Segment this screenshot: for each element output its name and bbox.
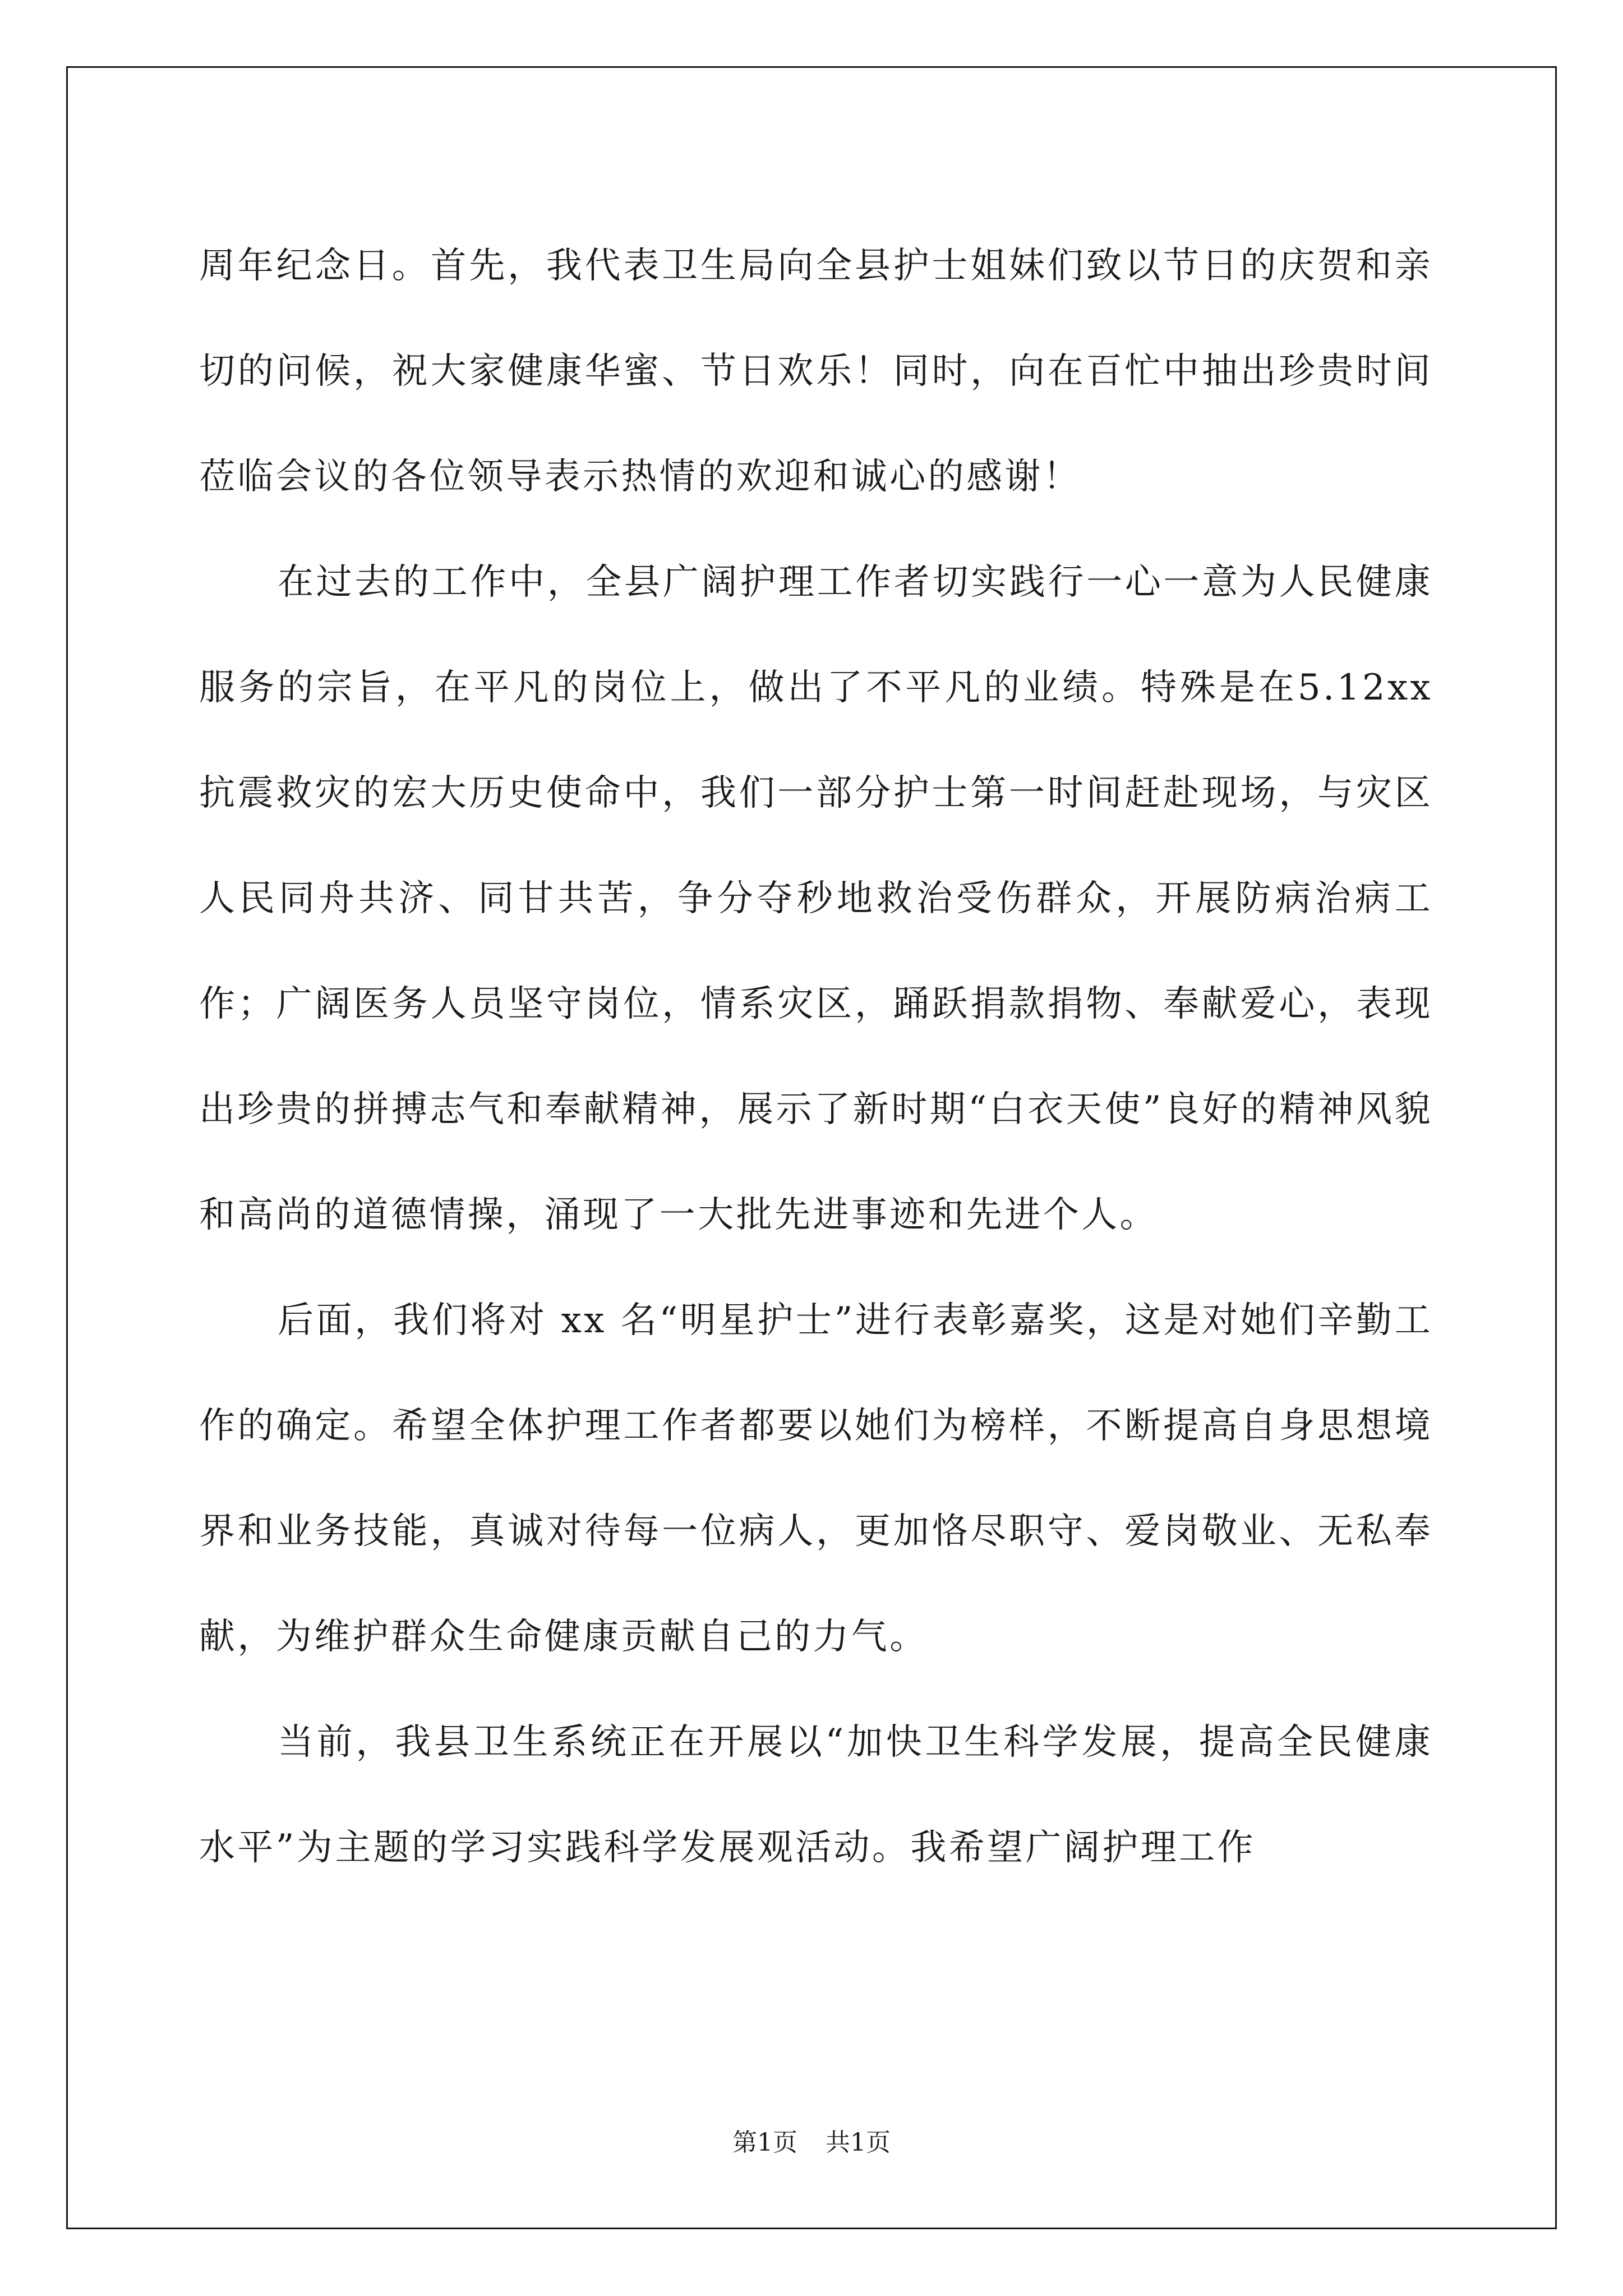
paragraph: 后面，我们将对 xx 名“明星护士”进行表彰嘉奖，这是对她们辛勤工作的确定。希望全体护理工作者都要以她们为榜样，不断提高自身思想境界和业务技能，真诚对待每一位病人，更加恪尽职守、爱岗敬业、无私奉献，为维护群众生命健康贡献自己的力气。 xyxy=(199,1300,1433,1658)
paragraph-continued: 周年纪念日。首先，我代表卫生局向全县护士姐妹们致以节日的庆贺和亲切的问候，祝大家健康华蜜、节日欢乐！同时，向在百忙中抽出珍贵时间莅临会议的各位领导表示热情的欢迎和诚心的感谢！ xyxy=(199,245,1433,498)
page-number: 第1页 xyxy=(732,2128,797,2157)
paragraph: 当前，我县卫生系统正在开展以“加快卫生科学发展，提高全民健康水平”为主题的学习实践科学发展观活动。我希望广阔护理工作 xyxy=(199,1722,1433,1869)
document-body xyxy=(199,213,1433,1901)
page-footer xyxy=(0,2126,1623,2160)
paragraph: 在过去的工作中，全县广阔护理工作者切实践行一心一意为人民健康服务的宗旨，在平凡的岗位上，做出了不平凡的业绩。特殊是在5.12xx 抗震救灾的宏大历史使命中，我们一部分护士第一时间赶赴现场，与灾区人民同舟共济、同甘共苦，争分夺秒地救治受伤群众，开展防病治病工作；广阔医务人员坚守岗位，情系灾区，踊跃捐款捐物、奉献爱心，表现出珍贵的拼搏志气和奉献精神，展示了新时期“白衣天使”良好的精神风貌和高尚的道德情操，涌现了一大批先进事迹和先进个人。 xyxy=(199,562,1433,1236)
page-total: 共1页 xyxy=(826,2128,891,2157)
